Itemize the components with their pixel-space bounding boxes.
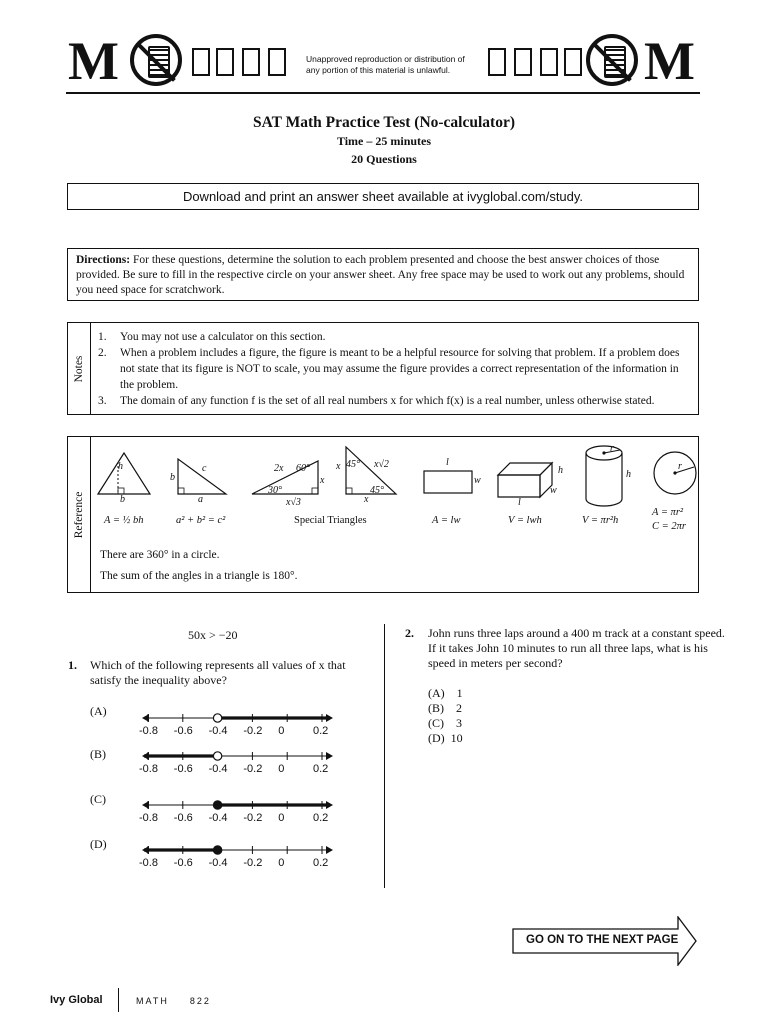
tick-label: -0.6 bbox=[173, 857, 193, 869]
logo-letter-left: M bbox=[68, 31, 119, 91]
q1-choice-c-label[interactable]: (C) bbox=[90, 792, 106, 806]
fact-circle-degrees: There are 360° in a circle. bbox=[100, 549, 220, 561]
q1-choice-a-label[interactable]: (A) bbox=[90, 704, 107, 718]
q2-number: 2. bbox=[405, 626, 414, 640]
tick-label: 0 bbox=[278, 812, 285, 824]
footer-info bbox=[136, 996, 211, 1006]
test-time: Time – 25 minutes bbox=[336, 134, 432, 148]
q2-stem: John runs three laps around a 400 m track at a constant speed. If it takes John 10 minutes to run all three laps, what is his speed in meters per second? bbox=[428, 626, 725, 670]
label-h: h bbox=[118, 461, 123, 472]
q2-choice-d[interactable]: (D) 10 bbox=[428, 731, 463, 745]
tick-label: -0.4 bbox=[208, 857, 228, 869]
placeholder-glyph-icon bbox=[540, 48, 558, 76]
label-30-degrees: 30° bbox=[268, 485, 282, 496]
no-calculator-icon bbox=[130, 34, 182, 86]
formula-rectangle-area: A = lw bbox=[432, 515, 461, 526]
label-b: b bbox=[120, 494, 125, 505]
closed-point-marker bbox=[213, 801, 221, 809]
fact-triangle-angles: The sum of the angles in a triangle is 180°. bbox=[100, 570, 298, 582]
formula-circle-area: A = πr² bbox=[652, 507, 684, 518]
tick-label: 0.2 bbox=[313, 812, 329, 824]
tick-label: -0.2 bbox=[243, 725, 263, 737]
label-a: a bbox=[198, 494, 203, 505]
tick-label: -0.8 bbox=[139, 763, 158, 775]
closed-point-marker bbox=[213, 846, 221, 854]
formula-pythagorean: a² + b² = c² bbox=[176, 515, 226, 526]
test-title: SAT Math Practice Test (No-calculator) bbox=[252, 114, 515, 131]
notes-list bbox=[98, 329, 688, 409]
axis-arrow-right-icon bbox=[326, 846, 333, 854]
tick-label: 0.2 bbox=[313, 763, 329, 775]
next-page-arrow[interactable] bbox=[512, 916, 698, 966]
tick-label: -0.4 bbox=[208, 725, 228, 737]
label-c: c bbox=[202, 463, 207, 474]
label-2x: 2x bbox=[274, 463, 284, 474]
placeholder-glyph-icon bbox=[488, 48, 506, 76]
label-45-degrees: 45° bbox=[370, 485, 384, 496]
label-x: x bbox=[336, 461, 341, 472]
no-calculator-icon bbox=[586, 34, 638, 86]
q2-choice-c[interactable]: (C) 3 bbox=[428, 716, 462, 730]
label-h: h bbox=[626, 469, 631, 480]
tick-label: -0.2 bbox=[243, 857, 263, 869]
formula-triangle-area: A = ½ bh bbox=[104, 515, 144, 526]
label-w: w bbox=[474, 475, 481, 486]
tick-label: -0.8 bbox=[139, 812, 158, 824]
tick-label: -0.2 bbox=[243, 763, 263, 775]
formula-box-volume: V = lwh bbox=[508, 515, 542, 526]
label-x: x bbox=[364, 494, 369, 505]
label-h: h bbox=[558, 465, 563, 476]
tick-label: 0.2 bbox=[313, 857, 329, 869]
tick-label: 0 bbox=[278, 857, 285, 869]
placeholder-glyph-icon bbox=[564, 48, 582, 76]
note-item: 1. You may not use a calculator on this section. bbox=[98, 331, 326, 343]
copyright-notice: Unapproved reproduction or distribution of any portion of this material is unlawful. bbox=[306, 54, 465, 75]
reference-figures bbox=[92, 437, 698, 547]
label-45-degrees: 45° bbox=[346, 459, 360, 470]
notes-box bbox=[67, 322, 699, 415]
tick-label: 0.2 bbox=[313, 725, 329, 737]
download-text: Download and print an answer sheet available at ivyglobal.com/study. bbox=[182, 189, 584, 204]
header-rule bbox=[66, 92, 700, 94]
circle-figure bbox=[654, 452, 696, 494]
tick-label: -0.4 bbox=[208, 763, 228, 775]
label-x: x bbox=[320, 475, 325, 486]
label-x-root-2: x√2 bbox=[374, 459, 389, 470]
directions-box bbox=[67, 248, 699, 301]
q1-inequality: 50x > −20 bbox=[188, 628, 238, 642]
tick-label: -0.8 bbox=[139, 725, 158, 737]
reference-box bbox=[67, 436, 699, 593]
open-point-marker bbox=[213, 752, 221, 760]
cylinder-figure bbox=[586, 446, 622, 506]
triangle-figure bbox=[98, 453, 150, 494]
next-page-label: GO ON TO THE NEXT PAGE bbox=[526, 934, 679, 946]
label-r: r bbox=[610, 443, 614, 454]
download-banner bbox=[67, 183, 699, 210]
tick-label: -0.6 bbox=[173, 763, 193, 775]
label-l: l bbox=[518, 497, 521, 508]
rectangle-figure bbox=[424, 471, 472, 493]
q2-choice-b[interactable]: (B) 2 bbox=[428, 701, 462, 715]
tick-label: -0.2 bbox=[243, 812, 263, 824]
box-figure bbox=[498, 463, 552, 497]
special-triangles-caption: Special Triangles bbox=[294, 515, 367, 526]
tick-label: -0.4 bbox=[208, 812, 228, 824]
label-b: b bbox=[170, 472, 175, 483]
label-60-degrees: 60° bbox=[296, 463, 310, 474]
label-x-root-3: x√3 bbox=[286, 497, 301, 508]
placeholder-glyph-icon bbox=[216, 48, 234, 76]
placeholder-glyph-icon bbox=[242, 48, 260, 76]
q1-stem: Which of the following represents all values of x that satisfy the inequality above? bbox=[90, 658, 346, 687]
footer-brand: Ivy Global bbox=[50, 994, 103, 1006]
placeholder-glyph-icon bbox=[514, 48, 532, 76]
tick-label: -0.6 bbox=[173, 725, 193, 737]
q1-choice-d-label[interactable]: (D) bbox=[90, 837, 107, 851]
formula-circle-circumference: C = 2πr bbox=[652, 521, 686, 532]
column-divider bbox=[384, 624, 385, 888]
formula-cylinder-volume: V = πr²h bbox=[582, 515, 619, 526]
directions-text: For these questions, determine the solution to each problem presented and choose the best answer choices of those provided. Be sure to fill in the respective circle on your answer sheet. Any free space may be used to work out any problems, should you need space for scratchwork. bbox=[76, 254, 685, 296]
open-point-marker bbox=[213, 714, 221, 722]
tick-label: -0.8 bbox=[139, 857, 158, 869]
label-r: r bbox=[678, 461, 682, 472]
footer-separator bbox=[118, 988, 119, 1012]
tick-label: -0.6 bbox=[173, 812, 193, 824]
axis-arrow-right-icon bbox=[326, 752, 333, 760]
label-w: w bbox=[550, 485, 557, 496]
footer-section: MATH bbox=[136, 996, 169, 1006]
footer-page: 822 bbox=[189, 996, 211, 1006]
q1-number: 1. bbox=[68, 658, 77, 672]
q2-choice-a[interactable]: (A) 1 bbox=[428, 686, 463, 700]
note-item: 3. The domain of any function f is the set of all real numbers x for which f(x) is a real number, unless otherwise stated. bbox=[98, 395, 655, 407]
tick-label: 0 bbox=[278, 725, 285, 737]
reference-tab: Reference bbox=[68, 437, 91, 592]
note-item: 2. When a problem includes a figure, the figure is meant to be a helpful resource for solving that problem. If a problem does not state that its figure is NOT to scale, you may assume the figure provides a correct representation of the information in the problem. bbox=[98, 347, 680, 391]
q1-choice-b-label[interactable]: (B) bbox=[90, 747, 106, 761]
placeholder-glyph-icon bbox=[192, 48, 210, 76]
directions-label: Directions: bbox=[76, 254, 131, 266]
logo-letter-right: M bbox=[644, 31, 695, 91]
tick-label: 0 bbox=[278, 763, 285, 775]
label-l: l bbox=[446, 457, 449, 468]
placeholder-glyph-icon bbox=[268, 48, 286, 76]
notes-tab: Notes bbox=[68, 323, 91, 414]
question-count: 20 Questions bbox=[351, 152, 417, 166]
